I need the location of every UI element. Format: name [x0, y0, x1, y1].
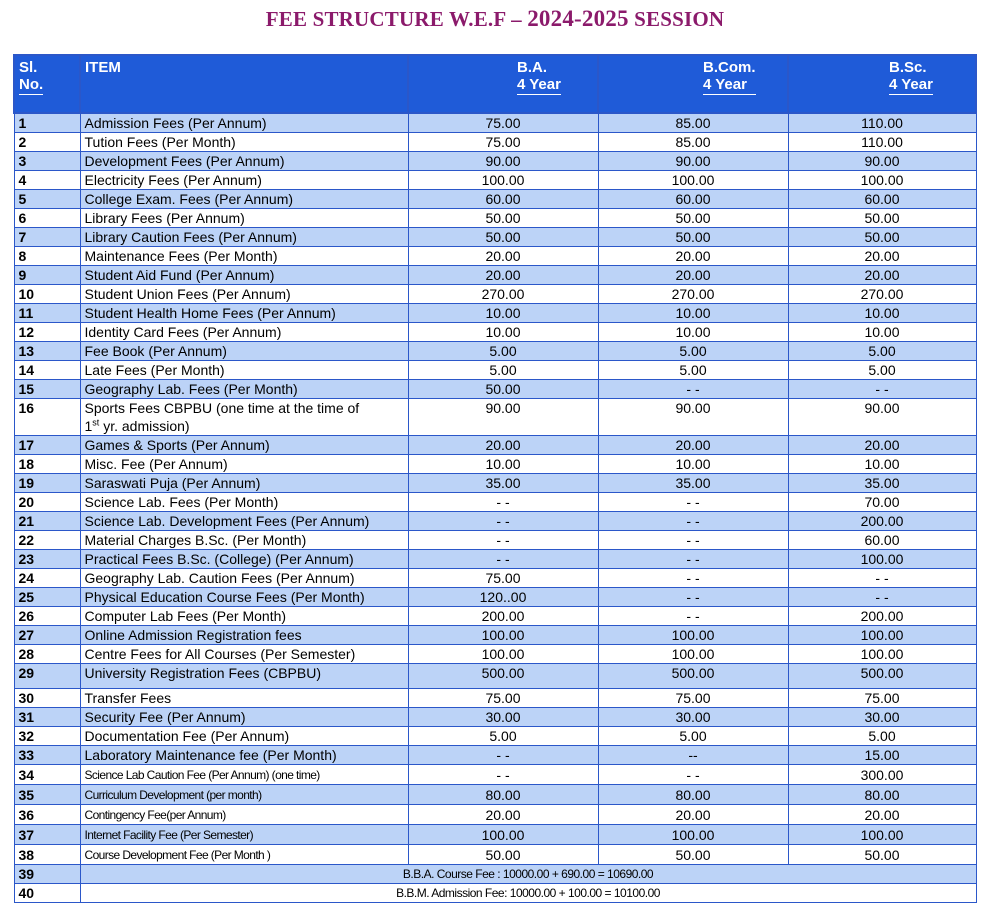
sl-no-cell: 8	[14, 247, 80, 266]
bsc-fee-cell: 300.00	[788, 765, 976, 785]
ba-fee-cell: 10.00	[408, 323, 598, 342]
ba-fee-cell: - -	[408, 493, 598, 512]
bsc-fee-cell: 200.00	[788, 512, 976, 531]
bcom-fee-cell: 100.00	[598, 626, 788, 645]
bsc-fee-cell: 100.00	[788, 550, 976, 569]
item-cell	[80, 209, 408, 228]
bsc-fee-cell: 75.00	[788, 689, 976, 708]
item-label: Computer Lab Fees (Per Month)	[84, 608, 287, 624]
item-cell	[80, 152, 408, 171]
sl-no-cell: 35	[14, 785, 80, 805]
item-cell	[80, 323, 408, 342]
table-row	[14, 626, 976, 645]
item-label: Sports Fees CBPBU (one time at the time of	[84, 400, 360, 416]
table-row	[14, 607, 976, 626]
ba-fee-cell: 90.00	[408, 152, 598, 171]
item-cell	[80, 304, 408, 323]
bsc-fee-cell: 35.00	[788, 474, 976, 493]
bcom-fee-cell: 270.00	[598, 285, 788, 304]
bcom-fee-cell: 85.00	[598, 133, 788, 152]
item-label: Material Charges B.Sc. (Per Month)	[84, 532, 307, 548]
ba-fee-cell: 80.00	[408, 785, 598, 805]
ba-fee-cell: 90.00	[408, 399, 598, 436]
ba-fee-cell: 100.00	[408, 645, 598, 664]
item-cell	[80, 493, 408, 512]
sl-no-cell: 16	[14, 399, 80, 436]
item-cell	[80, 645, 408, 664]
item-cell	[80, 266, 408, 285]
sl-no-cell: 15	[14, 380, 80, 399]
bcom-fee-cell: --	[598, 746, 788, 765]
sl-no-cell: 13	[14, 342, 80, 361]
ba-fee-cell: 10.00	[408, 304, 598, 323]
bsc-fee-cell: 110.00	[788, 133, 976, 152]
ba-fee-cell: 5.00	[408, 361, 598, 380]
bsc-fee-cell: 100.00	[788, 626, 976, 645]
sl-no-cell: 21	[14, 512, 80, 531]
bcom-fee-cell: - -	[598, 493, 788, 512]
table-row	[14, 380, 976, 399]
item-cell	[80, 689, 408, 708]
item-label: Student Health Home Fees (Per Annum)	[84, 305, 336, 321]
sl-no-cell: 19	[14, 474, 80, 493]
item-label: Geography Lab. Caution Fees (Per Annum)	[84, 570, 355, 586]
bcom-fee-cell: 500.00	[598, 664, 788, 689]
ba-fee-cell: 5.00	[408, 342, 598, 361]
sl-no-cell: 32	[14, 727, 80, 746]
table-row	[14, 550, 976, 569]
item-label: Student Union Fees (Per Annum)	[84, 286, 291, 302]
table-row	[14, 569, 976, 588]
bsc-fee-cell: 5.00	[788, 342, 976, 361]
item-label: Misc. Fee (Per Annum)	[84, 456, 228, 472]
sl-no-cell: 39	[14, 865, 80, 884]
item-label: Online Admission Registration fees	[84, 627, 302, 643]
item-label: Practical Fees B.Sc. (College) (Per Annum)	[84, 551, 354, 567]
item-cell	[80, 825, 408, 845]
header-bcom: B.Com. 4 Year	[598, 55, 788, 113]
bsc-fee-cell: 30.00	[788, 708, 976, 727]
table-row	[14, 342, 976, 361]
table-row	[14, 664, 976, 689]
table-row-merged	[14, 884, 976, 903]
ba-fee-cell: - -	[408, 512, 598, 531]
bsc-fee-cell: 110.00	[788, 113, 976, 133]
bcom-fee-cell: 10.00	[598, 304, 788, 323]
table-row-merged	[14, 865, 976, 884]
ba-fee-cell: 35.00	[408, 474, 598, 493]
sl-no-cell: 18	[14, 455, 80, 474]
bcom-fee-cell: 30.00	[598, 708, 788, 727]
ba-fee-cell: 75.00	[408, 113, 598, 133]
sl-no-cell: 40	[14, 884, 80, 903]
item-label: Electricity Fees (Per Annum)	[84, 172, 262, 188]
bcom-fee-cell: - -	[598, 569, 788, 588]
ba-fee-cell: 100.00	[408, 171, 598, 190]
bsc-fee-cell: - -	[788, 588, 976, 607]
ba-fee-cell: 75.00	[408, 133, 598, 152]
item-label: Tution Fees (Per Month)	[84, 134, 236, 150]
sl-no-cell: 20	[14, 493, 80, 512]
bsc-fee-cell: 5.00	[788, 361, 976, 380]
table-row	[14, 727, 976, 746]
sl-no-cell: 38	[14, 845, 80, 865]
item-cell	[80, 727, 408, 746]
ba-fee-cell: 270.00	[408, 285, 598, 304]
sl-no-cell: 27	[14, 626, 80, 645]
table-row	[14, 493, 976, 512]
bsc-fee-cell: 270.00	[788, 285, 976, 304]
page-title	[0, 6, 990, 32]
bcom-fee-cell: - -	[598, 588, 788, 607]
bsc-fee-cell: 20.00	[788, 436, 976, 455]
bcom-fee-cell: 90.00	[598, 399, 788, 436]
bcom-fee-cell: 50.00	[598, 845, 788, 865]
item-label: Laboratory Maintenance fee (Per Month)	[84, 747, 337, 763]
ba-fee-cell: - -	[408, 550, 598, 569]
sl-no-cell: 4	[14, 171, 80, 190]
table-row	[14, 171, 976, 190]
ba-fee-cell: 120..00	[408, 588, 598, 607]
item-label: Library Fees (Per Annum)	[84, 210, 245, 226]
sl-no-cell: 9	[14, 266, 80, 285]
table-row	[14, 190, 976, 209]
item-cell	[80, 569, 408, 588]
bsc-fee-cell: 60.00	[788, 531, 976, 550]
item-cell	[80, 845, 408, 865]
bsc-fee-cell: 100.00	[788, 171, 976, 190]
item-cell	[80, 399, 408, 436]
item-cell	[80, 531, 408, 550]
sl-no-cell: 31	[14, 708, 80, 727]
item-cell	[80, 133, 408, 152]
item-label: Admission Fees (Per Annum)	[84, 115, 267, 131]
bsc-fee-cell: 100.00	[788, 645, 976, 664]
item-cell	[80, 380, 408, 399]
fee-structure-table	[13, 54, 977, 903]
sl-no-cell: 3	[14, 152, 80, 171]
ba-fee-cell: 100.00	[408, 825, 598, 845]
table-row	[14, 455, 976, 474]
item-label: College Exam. Fees (Per Annum)	[84, 191, 294, 207]
header-bsc: B.Sc. 4 Year	[788, 55, 976, 113]
bcom-fee-cell: 85.00	[598, 113, 788, 133]
item-cell	[80, 171, 408, 190]
bsc-fee-cell: 10.00	[788, 323, 976, 342]
table-row	[14, 361, 976, 380]
item-cell	[80, 664, 408, 689]
table-row	[14, 323, 976, 342]
title-part1: FEE STRUCTURE W.E.F –	[265, 7, 522, 31]
item-cell	[80, 805, 408, 825]
bcom-fee-cell: 20.00	[598, 805, 788, 825]
header-ba: B.A. 4 Year	[408, 55, 598, 113]
item-label: Internet Facility Fee (Per Semester)	[84, 828, 253, 842]
bsc-fee-cell: - -	[788, 380, 976, 399]
bcom-fee-cell: 60.00	[598, 190, 788, 209]
bsc-fee-cell: 5.00	[788, 727, 976, 746]
item-label: Science Lab Caution Fee (Per Annum) (one time)	[84, 768, 320, 782]
table-row	[14, 785, 976, 805]
bcom-fee-cell: 50.00	[598, 228, 788, 247]
bcom-fee-cell: 5.00	[598, 361, 788, 380]
ba-fee-cell: 20.00	[408, 266, 598, 285]
sl-no-cell: 14	[14, 361, 80, 380]
bsc-fee-cell: 15.00	[788, 746, 976, 765]
item-cell	[80, 746, 408, 765]
item-cell	[80, 342, 408, 361]
bsc-fee-cell: 10.00	[788, 304, 976, 323]
bcom-fee-cell: 100.00	[598, 171, 788, 190]
item-label: Identity Card Fees (Per Annum)	[84, 324, 282, 340]
bcom-fee-cell: 20.00	[598, 436, 788, 455]
item-cell	[80, 247, 408, 266]
table-row	[14, 689, 976, 708]
ba-fee-cell: 75.00	[408, 689, 598, 708]
item-cell	[80, 361, 408, 380]
table-row	[14, 765, 976, 785]
sl-no-cell: 10	[14, 285, 80, 304]
item-label: Course Development Fee (Per Month )	[84, 848, 271, 862]
item-label: Maintenance Fees (Per Month)	[84, 248, 278, 264]
item-label: Fee Book (Per Annum)	[84, 343, 227, 359]
sl-no-cell: 11	[14, 304, 80, 323]
ba-fee-cell: 50.00	[408, 380, 598, 399]
item-label: Transfer Fees	[84, 690, 172, 706]
item-cell	[80, 474, 408, 493]
sl-no-cell: 37	[14, 825, 80, 845]
item-label: Documentation Fee (Per Annum)	[84, 728, 290, 744]
item-label-line2: 1	[84, 418, 93, 434]
item-label: Late Fees (Per Month)	[84, 362, 225, 378]
bcom-fee-cell: - -	[598, 607, 788, 626]
table-row	[14, 746, 976, 765]
sl-no-cell: 28	[14, 645, 80, 664]
bsc-fee-cell: 50.00	[788, 845, 976, 865]
item-cell	[80, 113, 408, 133]
table-row	[14, 708, 976, 727]
bcom-fee-cell: 80.00	[598, 785, 788, 805]
table-row	[14, 133, 976, 152]
item-cell	[80, 190, 408, 209]
table-row	[14, 805, 976, 825]
sl-no-cell: 5	[14, 190, 80, 209]
bsc-fee-cell: 60.00	[788, 190, 976, 209]
bsc-fee-cell: 90.00	[788, 152, 976, 171]
item-label-line2-rest: yr. admission)	[99, 418, 190, 434]
table-row	[14, 304, 976, 323]
ba-fee-cell: - -	[408, 746, 598, 765]
sl-no-cell: 7	[14, 228, 80, 247]
item-cell	[80, 607, 408, 626]
header-sl-no: Sl. No.	[14, 55, 80, 113]
bsc-fee-cell: 70.00	[788, 493, 976, 512]
bsc-fee-cell: 100.00	[788, 825, 976, 845]
bcom-fee-cell: 10.00	[598, 455, 788, 474]
title-session-years: 2024-2025	[527, 6, 629, 31]
bsc-fee-cell: 50.00	[788, 209, 976, 228]
ba-fee-cell: 60.00	[408, 190, 598, 209]
bsc-fee-cell: 500.00	[788, 664, 976, 689]
sl-no-cell: 17	[14, 436, 80, 455]
bcom-fee-cell: - -	[598, 531, 788, 550]
bcom-fee-cell: 5.00	[598, 727, 788, 746]
ba-fee-cell: 20.00	[408, 247, 598, 266]
bsc-fee-cell: 20.00	[788, 805, 976, 825]
item-cell	[80, 785, 408, 805]
item-label: Science Lab. Fees (Per Month)	[84, 494, 279, 510]
table-row	[14, 588, 976, 607]
table-row	[14, 531, 976, 550]
bcom-fee-cell: 20.00	[598, 266, 788, 285]
merged-fee-cell: B.B.M. Admission Fee: 10000.00 + 100.00 = 10100.00	[80, 884, 976, 903]
ba-fee-cell: - -	[408, 765, 598, 785]
table-row	[14, 209, 976, 228]
ba-fee-cell: 200.00	[408, 607, 598, 626]
bcom-fee-cell: - -	[598, 765, 788, 785]
ba-fee-cell: 50.00	[408, 228, 598, 247]
table-row	[14, 474, 976, 493]
ba-fee-cell: 30.00	[408, 708, 598, 727]
bcom-fee-cell: - -	[598, 380, 788, 399]
item-label: Security Fee (Per Annum)	[84, 709, 246, 725]
bcom-fee-cell: 100.00	[598, 645, 788, 664]
bcom-fee-cell: 35.00	[598, 474, 788, 493]
item-cell	[80, 765, 408, 785]
table-row	[14, 266, 976, 285]
ba-fee-cell: 50.00	[408, 845, 598, 865]
table-row	[14, 512, 976, 531]
table-row	[14, 152, 976, 171]
item-cell	[80, 436, 408, 455]
bcom-fee-cell: 100.00	[598, 825, 788, 845]
sl-no-cell: 1	[14, 113, 80, 133]
sl-no-cell: 33	[14, 746, 80, 765]
item-cell	[80, 228, 408, 247]
item-label: Games & Sports (Per Annum)	[84, 437, 270, 453]
item-cell	[80, 708, 408, 727]
item-cell	[80, 512, 408, 531]
ba-fee-cell: 20.00	[408, 805, 598, 825]
bsc-fee-cell: 200.00	[788, 607, 976, 626]
item-label: Physical Education Course Fees (Per Month)	[84, 589, 365, 605]
sl-no-cell: 34	[14, 765, 80, 785]
table-row	[14, 228, 976, 247]
table-row	[14, 285, 976, 304]
table-row	[14, 247, 976, 266]
ba-fee-cell: 20.00	[408, 436, 598, 455]
bsc-fee-cell: 90.00	[788, 399, 976, 436]
bsc-fee-cell: 20.00	[788, 247, 976, 266]
table-row	[14, 113, 976, 133]
bcom-fee-cell: - -	[598, 550, 788, 569]
table-row	[14, 845, 976, 865]
bsc-fee-cell: - -	[788, 569, 976, 588]
sl-no-cell: 30	[14, 689, 80, 708]
item-cell	[80, 285, 408, 304]
bcom-fee-cell: - -	[598, 512, 788, 531]
sl-no-cell: 12	[14, 323, 80, 342]
ba-fee-cell: - -	[408, 531, 598, 550]
table-row	[14, 645, 976, 664]
item-label: Student Aid Fund (Per Annum)	[84, 267, 275, 283]
table-header-row	[14, 55, 976, 113]
ba-fee-cell: 100.00	[408, 626, 598, 645]
ba-fee-cell: 75.00	[408, 569, 598, 588]
table-row	[14, 436, 976, 455]
item-label: Library Caution Fees (Per Annum)	[84, 229, 297, 245]
bcom-fee-cell: 20.00	[598, 247, 788, 266]
bsc-fee-cell: 20.00	[788, 266, 976, 285]
sl-no-cell: 22	[14, 531, 80, 550]
item-cell	[80, 626, 408, 645]
bcom-fee-cell: 75.00	[598, 689, 788, 708]
table-row	[14, 399, 976, 436]
item-cell	[80, 550, 408, 569]
item-label: University Registration Fees (CBPBU)	[84, 665, 322, 681]
ba-fee-cell: 50.00	[408, 209, 598, 228]
bcom-fee-cell: 50.00	[598, 209, 788, 228]
bsc-fee-cell: 10.00	[788, 455, 976, 474]
sl-no-cell: 26	[14, 607, 80, 626]
item-label-sup: st	[92, 417, 100, 428]
item-label: Contingency Fee(per Annum)	[84, 808, 226, 822]
item-label: Curriculum Development (per month)	[84, 788, 262, 802]
item-label: Saraswati Puja (Per Annum)	[84, 475, 261, 491]
table-row	[14, 825, 976, 845]
ba-fee-cell: 10.00	[408, 455, 598, 474]
item-label: Geography Lab. Fees (Per Month)	[84, 381, 298, 397]
sl-no-cell: 25	[14, 588, 80, 607]
sl-no-cell: 29	[14, 664, 80, 689]
merged-fee-cell: B.B.A. Course Fee : 10000.00 + 690.00 = 10690.00	[80, 865, 976, 884]
item-label: Science Lab. Development Fees (Per Annum)	[84, 513, 370, 529]
item-cell	[80, 455, 408, 474]
ba-fee-cell: 500.00	[408, 664, 598, 689]
header-item: ITEM	[80, 55, 408, 113]
bcom-fee-cell: 5.00	[598, 342, 788, 361]
sl-no-cell: 24	[14, 569, 80, 588]
sl-no-cell: 23	[14, 550, 80, 569]
item-label: Centre Fees for All Courses (Per Semester)	[84, 646, 356, 662]
sl-no-cell: 36	[14, 805, 80, 825]
title-part3: SESSION	[634, 7, 725, 31]
table-body	[14, 113, 976, 903]
bcom-fee-cell: 10.00	[598, 323, 788, 342]
bcom-fee-cell: 90.00	[598, 152, 788, 171]
sl-no-cell: 2	[14, 133, 80, 152]
sl-no-cell: 6	[14, 209, 80, 228]
fee-table-container	[13, 54, 975, 903]
bsc-fee-cell: 50.00	[788, 228, 976, 247]
ba-fee-cell: 5.00	[408, 727, 598, 746]
item-label: Development Fees (Per Annum)	[84, 153, 285, 169]
item-cell	[80, 588, 408, 607]
bsc-fee-cell: 80.00	[788, 785, 976, 805]
